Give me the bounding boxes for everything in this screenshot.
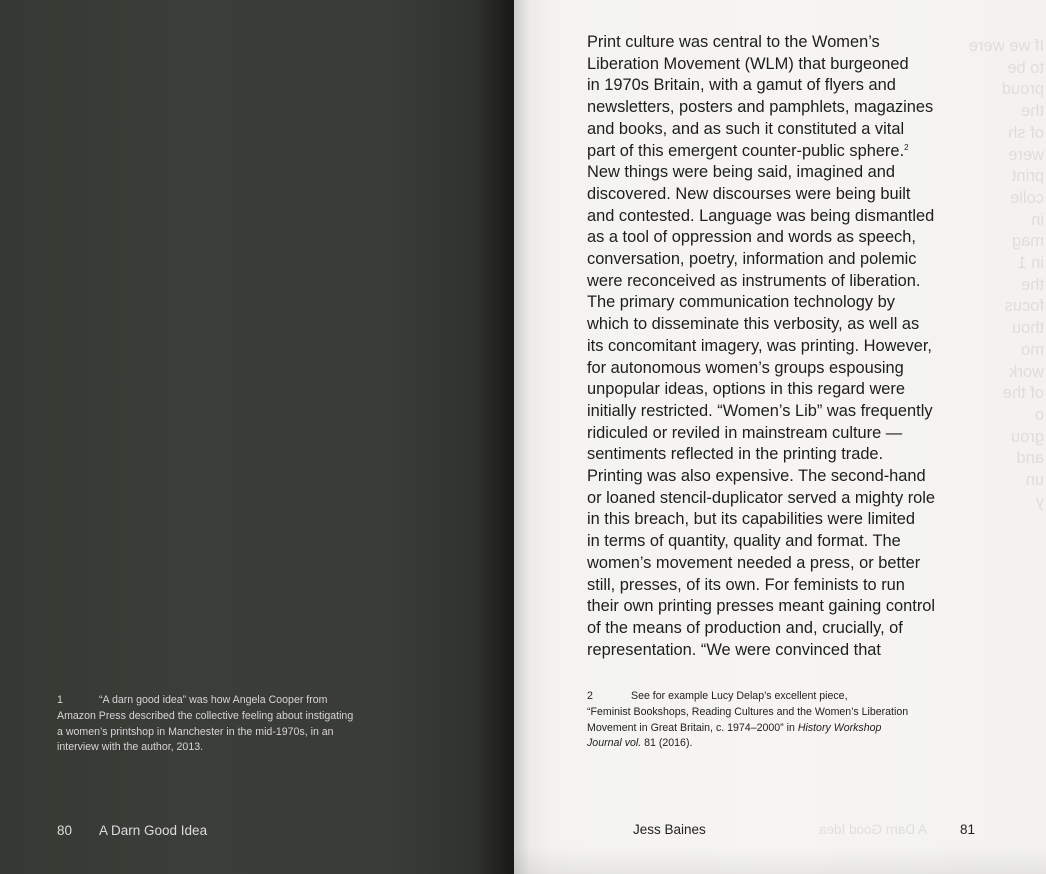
text-line: New things were being said, imagined and xyxy=(587,163,895,182)
text-line: or loaned stencil-duplicator served a mighty role xyxy=(587,488,936,507)
right-running-author: Jess Baines xyxy=(633,822,706,837)
text-line: its concomitant imagery, was printing. However, xyxy=(587,336,932,355)
text-line: were reconceived as instruments of liberation. xyxy=(587,271,921,290)
journal-title: History Workshop xyxy=(797,721,882,734)
right-page xyxy=(514,0,1046,874)
text-line: sentiments reflected in the printing trade. xyxy=(587,445,884,464)
text-line: in this breach, but its capabilities were limited xyxy=(587,510,915,529)
text-line: of the means of production and, crucially, of xyxy=(587,618,903,637)
text-line: representation. “We were convinced that xyxy=(587,640,881,659)
left-footnote-line: interview with the author, 2013. xyxy=(57,741,204,754)
right-page-number: 81 xyxy=(960,822,976,837)
bleed-through-text: If we were to be proud the of sh were print colle in mag in 1 the focus thou mo work of the o grou and un y xyxy=(968,37,1044,511)
text-line: part of this emergent counter-public sphere.$^2$ xyxy=(587,141,909,160)
text-line: and books, and as such it constituted a vital xyxy=(587,119,905,138)
right-footnote-number: 2 xyxy=(587,690,593,702)
footnote-reference[interactable]: 2 xyxy=(904,142,909,152)
text-line: newsletters, posters and pamphlets, magazines xyxy=(587,98,934,117)
text-line: Printing was also expensive. The second-hand xyxy=(587,467,926,486)
page-bottom-shade xyxy=(514,846,1046,874)
text-line: which to disseminate this verbosity, as well as xyxy=(587,315,920,334)
right-footnote-line: “Feminist Bookshops, Reading Cultures and the Women’s Liberation xyxy=(587,705,909,718)
bleed-through-folio: A Darn Good Idea xyxy=(819,822,928,837)
left-page-number: 80 xyxy=(57,823,73,838)
text-line: and contested. Language was being dismantled xyxy=(587,206,935,225)
text-line: as a tool of oppression and words as speech, xyxy=(587,228,916,247)
text-line: conversation, poetry, information and polemic xyxy=(587,250,917,269)
text-line: Print culture was central to the Women’s xyxy=(587,33,880,51)
text-line: in 1970s Britain, with a gamut of flyers and xyxy=(587,76,896,95)
left-footnote-number: 1 xyxy=(57,694,63,706)
right-footnote-line: Journal vol. 81 (2016). xyxy=(587,737,693,750)
text-line: discovered. New discourses were being built xyxy=(587,184,911,203)
left-footnote xyxy=(57,693,387,756)
text-line: in terms of quantity, quality and format. The xyxy=(587,532,901,551)
left-running-title: A Darn Good Idea xyxy=(99,823,208,838)
text-line: The primary communication technology by xyxy=(587,293,895,312)
right-footnote-line: Movement in Great Britain, c. 1974–2000” in History Workshop xyxy=(587,721,882,734)
journal-title-cont: Journal vol. xyxy=(587,737,642,750)
text-line: ridiculed or reviled in mainstream culture — xyxy=(587,423,903,442)
text-line: unpopular ideas, options in this regard were xyxy=(587,380,905,399)
body-paragraph xyxy=(587,32,972,661)
left-folio xyxy=(57,823,207,838)
text-line: their own printing presses meant gaining control xyxy=(587,597,936,616)
left-footnote-line: Amazon Press described the collective feeling about instigating xyxy=(57,709,354,722)
right-footnote-line: 2 See for example Lucy Delap’s excellent piece, xyxy=(587,689,967,705)
text-line: women’s movement needed a press, or better xyxy=(587,553,921,572)
left-page xyxy=(0,0,514,874)
gutter-shadow xyxy=(474,0,514,874)
right-footnote xyxy=(587,689,967,752)
text-line: for autonomous women’s groups espousing xyxy=(587,358,904,377)
text-line: Liberation Movement (WLM) that burgeoned xyxy=(587,54,909,73)
left-footnote-line: a women’s printshop in Manchester in the mid-1970s, in an xyxy=(57,725,334,738)
left-footnote-line: 1 “A darn good idea” was how Angela Cooper from xyxy=(57,693,387,709)
text-line: still, presses, of its own. For feminists to run xyxy=(587,575,905,594)
text-line: initially restricted. “Women’s Lib” was frequently xyxy=(587,401,933,420)
